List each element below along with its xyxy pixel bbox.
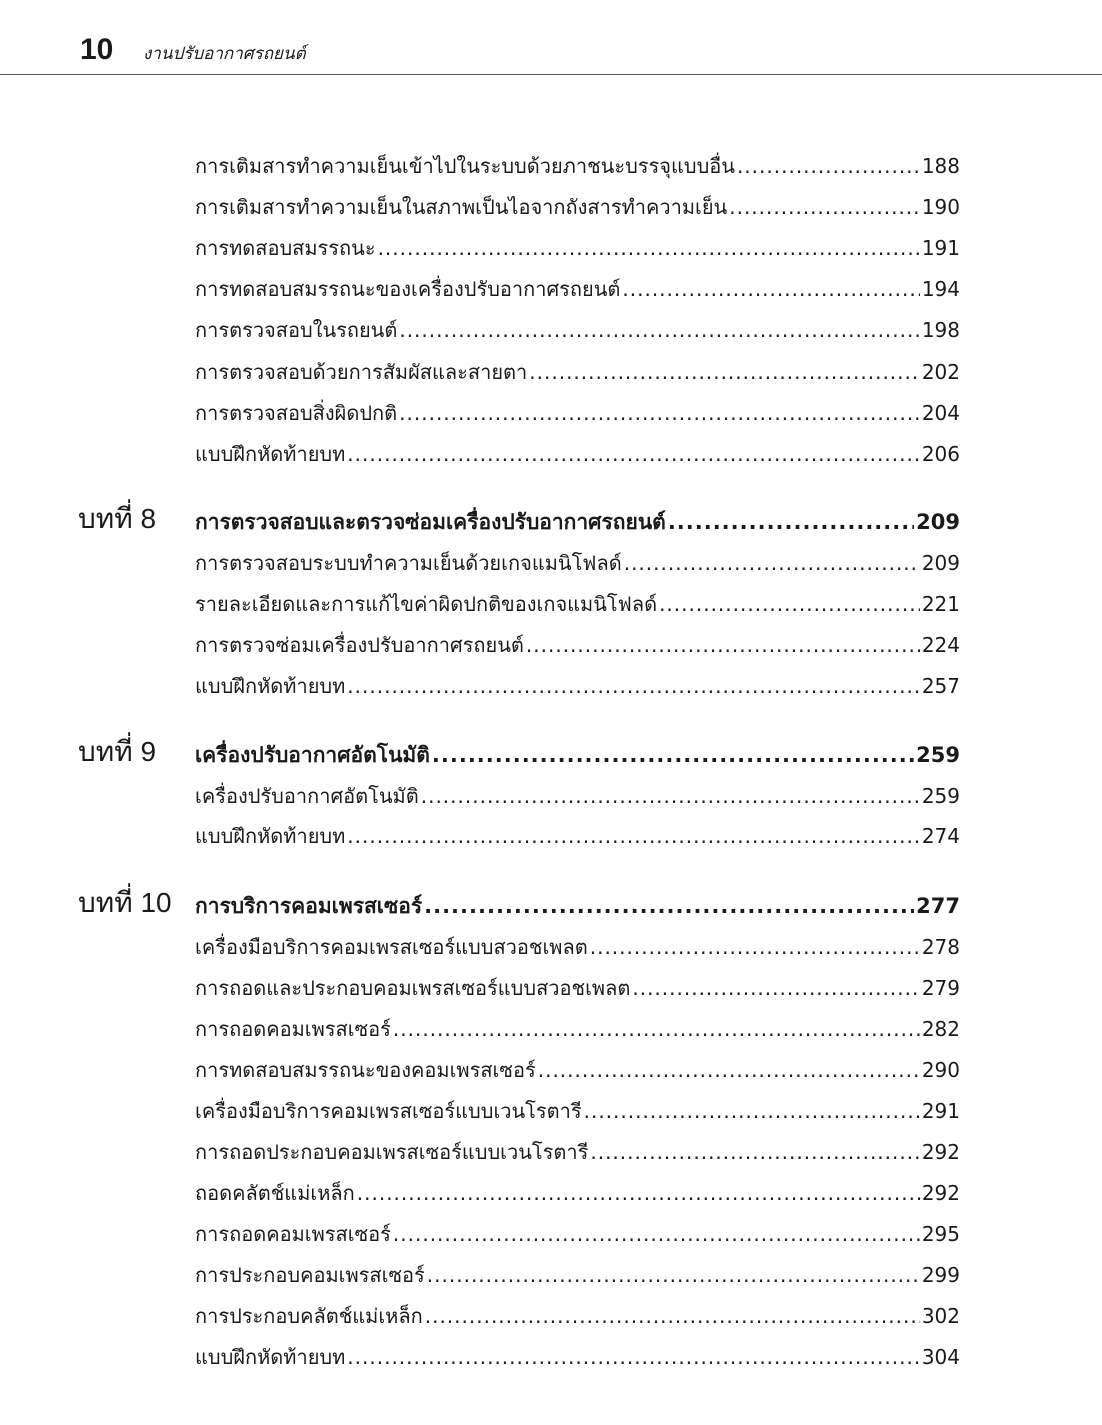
toc-entry-title: การเติมสารทำความเย็นเข้าไปในระบบด้วยภาชนะบรรจุแบบอื่น: [195, 154, 735, 178]
toc-entry[interactable]: [195, 584, 960, 618]
chapter-label: บทที่ 10: [78, 887, 172, 918]
leader-dots: [729, 193, 920, 221]
chapter-label: บทที่ 9: [78, 736, 157, 767]
toc-entry[interactable]: [195, 228, 960, 262]
toc-entry-page: 257: [921, 674, 960, 698]
leader-dots: [347, 1343, 920, 1371]
toc-entry-page: 259: [921, 784, 960, 808]
leader-dots: [632, 974, 919, 1002]
chapter-heading[interactable]: [195, 502, 960, 536]
leader-dots: [668, 508, 914, 536]
toc-entry-page: 190: [921, 195, 960, 219]
leader-dots: [425, 1302, 920, 1330]
toc-entry[interactable]: [195, 1296, 960, 1330]
toc-entry[interactable]: [195, 927, 960, 961]
toc-entry-page: 299: [921, 1263, 960, 1287]
toc-entry-title: การทดสอบสมรรถนะของคอมเพรสเซอร์: [195, 1058, 536, 1082]
leader-dots: [432, 741, 914, 769]
toc-entry-title: การทดสอบสมรรถนะของเครื่องปรับอากาศรถยนต์: [195, 277, 621, 301]
chapter-page: 259: [916, 743, 960, 767]
toc-entry-page: 302: [921, 1304, 960, 1328]
leader-dots: [393, 1015, 920, 1043]
toc-entry[interactable]: [195, 625, 960, 659]
leader-dots: [393, 1220, 920, 1248]
toc-entry-title: การถอดและประกอบคอมเพรสเซอร์แบบสวอชเพลต: [195, 976, 631, 1000]
leader-dots: [538, 1056, 920, 1084]
leader-dots: [590, 1138, 919, 1166]
toc-entry-page: 194: [921, 277, 960, 301]
toc-entry[interactable]: [195, 310, 960, 344]
toc-entry[interactable]: [195, 1337, 960, 1371]
toc-entry-title: การตรวจสอบสิ่งผิดปกติ: [195, 401, 398, 425]
toc-entry-title: การถอดคอมเพรสเซอร์: [195, 1222, 391, 1246]
toc-entry[interactable]: [195, 146, 960, 180]
toc-entry-page: 292: [921, 1140, 960, 1164]
leader-dots: [624, 549, 920, 577]
toc-entry-page: 204: [921, 401, 960, 425]
chapter-title: การบริการคอมเพรสเซอร์: [195, 894, 423, 918]
toc-entry-title: การประกอบคลัตช์แม่เหล็ก: [195, 1304, 423, 1328]
leader-dots: [378, 234, 920, 262]
toc-entry[interactable]: [195, 1050, 960, 1084]
toc-entry-title: แบบฝึกหัดท้ายบท: [195, 1345, 346, 1369]
chapter-heading[interactable]: [195, 735, 960, 769]
book-title: งานปรับอากาศรถยนต์: [143, 44, 306, 64]
toc-entry-title: การถอดคอมเพรสเซอร์: [195, 1017, 391, 1041]
toc-entry-title: เครื่องมือบริการคอมเพรสเซอร์แบบสวอชเพลต: [195, 935, 588, 959]
toc-entry-title: การตรวจซ่อมเครื่องปรับอากาศรถยนต์: [195, 633, 524, 657]
toc-entry-title: ถอดคลัตช์แม่เหล็ก: [195, 1181, 355, 1205]
leader-dots: [347, 672, 920, 700]
toc-entry-page: 290: [921, 1058, 960, 1082]
toc-entry-page: 278: [921, 935, 960, 959]
toc-entry-title: การตรวจสอบด้วยการสัมผัสและสายตา: [195, 360, 528, 384]
toc-entry-page: 304: [921, 1345, 960, 1369]
leader-dots: [622, 275, 919, 303]
leader-dots: [529, 358, 920, 386]
toc-entry-page: 221: [921, 592, 960, 616]
toc-entry-page: 279: [921, 976, 960, 1000]
toc-entry-page: 291: [921, 1099, 960, 1123]
leader-dots: [347, 440, 920, 468]
toc-entry[interactable]: [195, 666, 960, 700]
toc-entry-title: การถอดประกอบคอมเพรสเซอร์แบบเวนโรตารี: [195, 1140, 589, 1164]
toc-entry-title: แบบฝึกหัดท้ายบท: [195, 824, 346, 848]
leader-dots: [399, 316, 919, 344]
leader-dots: [357, 1179, 920, 1207]
toc-entry-page: 202: [921, 360, 960, 384]
toc-entry[interactable]: [195, 1091, 960, 1125]
toc-entry-title: การประกอบคอมเพรสเซอร์: [195, 1263, 425, 1287]
leader-dots: [590, 933, 920, 961]
toc-entry[interactable]: [195, 269, 960, 303]
toc-entry[interactable]: [195, 187, 960, 221]
toc-entry-page: 198: [921, 318, 960, 342]
toc-entry[interactable]: [195, 434, 960, 468]
toc-entry-title: รายละเอียดและการแก้ไขค่าผิดปกติของเกจแมนิโฟลด์: [195, 592, 658, 616]
toc-entry-title: เครื่องปรับอากาศอัตโนมัติ: [195, 784, 419, 808]
toc-entry[interactable]: [195, 968, 960, 1002]
toc-entry-page: 206: [921, 442, 960, 466]
page-header: [0, 0, 1102, 76]
toc-entry[interactable]: [195, 393, 960, 427]
leader-dots: [427, 1261, 920, 1289]
leader-dots: [737, 152, 920, 180]
toc-entry-page: 274: [921, 824, 960, 848]
toc-entry[interactable]: [195, 543, 960, 577]
chapter-title: เครื่องปรับอากาศอัตโนมัติ: [195, 743, 430, 767]
toc-entry-page: 282: [921, 1017, 960, 1041]
toc-entry-title: การตรวจสอบระบบทำความเย็นด้วยเกจแมนิโฟลด์: [195, 551, 622, 575]
toc-entry[interactable]: [195, 1009, 960, 1043]
toc-entry[interactable]: [195, 1132, 960, 1166]
leader-dots: [424, 892, 914, 920]
leader-dots: [347, 822, 920, 850]
toc-entry[interactable]: [195, 1214, 960, 1248]
leader-dots: [421, 782, 920, 810]
leader-dots: [659, 590, 920, 618]
toc-entry-title: การเติมสารทำความเย็นในสภาพเป็นไอจากถังสารทำความเย็น: [195, 195, 728, 219]
toc-entry-page: 188: [921, 154, 960, 178]
page-number: 10: [80, 33, 114, 66]
toc-entry-title: แบบฝึกหัดท้ายบท: [195, 442, 346, 466]
chapter-label: บทที่ 8: [78, 503, 157, 534]
toc-entry[interactable]: [195, 776, 960, 810]
toc-entry[interactable]: [195, 816, 960, 850]
chapter-page: 209: [916, 510, 960, 534]
toc-entry-page: 224: [921, 633, 960, 657]
toc-entry[interactable]: [195, 1173, 960, 1207]
chapter-title: การตรวจสอบและตรวจซ่อมเครื่องปรับอากาศรถยนต์: [195, 510, 666, 534]
toc-entry-title: การตรวจสอบในรถยนต์: [195, 318, 398, 342]
toc-entry-title: เครื่องมือบริการคอมเพรสเซอร์แบบเวนโรตารี: [195, 1099, 582, 1123]
toc-entry-page: 209: [921, 551, 960, 575]
header-rule: [0, 74, 1102, 75]
leader-dots: [399, 399, 920, 427]
toc-entry-page: 295: [921, 1222, 960, 1246]
chapter-page: 277: [916, 894, 960, 918]
toc-entry[interactable]: [195, 352, 960, 386]
leader-dots: [526, 631, 920, 659]
leader-dots: [584, 1097, 920, 1125]
chapter-heading[interactable]: [195, 886, 960, 920]
toc-entry[interactable]: [195, 1255, 960, 1289]
toc-entry-page: 191: [921, 236, 960, 260]
toc-entry-title: การทดสอบสมรรถนะ: [195, 236, 376, 260]
toc-entry-title: แบบฝึกหัดท้ายบท: [195, 674, 346, 698]
toc-entry-page: 292: [921, 1181, 960, 1205]
